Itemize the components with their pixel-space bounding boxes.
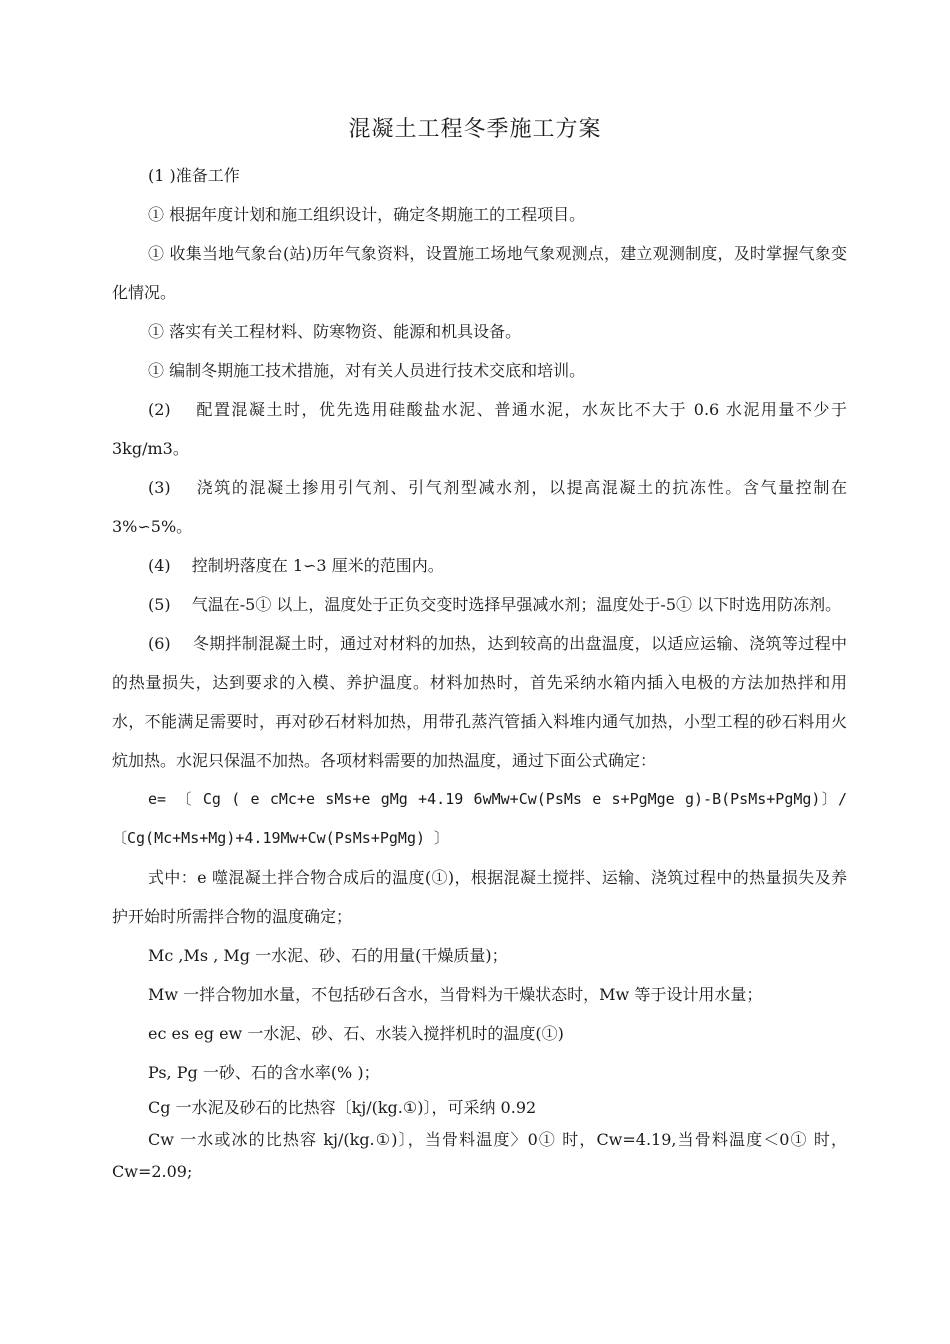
formula: e= 〔 Cg ( e cMc+e sMs+e gMg +4.19 6wMw+Cw(PsMs e s+PgMge g)-B(PsMs+PgMg)〕/〔Cg(Mc+Ms+Mg)+4.19Mw+Cw(PsMs+PgMg) 〕 <box>112 790 847 847</box>
paragraph: ec es eg ew 一水泥、砂、石、水装入搅拌机时的温度(①) <box>148 1024 564 1043</box>
paragraph: Mw 一拌合物加水量，不包括砂石含水，当骨料为干燥状态时，Mw 等于设计用水量； <box>148 985 763 1004</box>
paragraph: ① 落实有关工程材料、防寒物资、能源和机具设备。 <box>148 322 522 341</box>
paragraph: Cg 一水泥及砂石的比热容〔kj/(kg.①)〕，可采纳 0.92 <box>148 1098 537 1117</box>
paragraph: Mc ,Ms , Mg 一水泥、砂、石的用量(干燥质量)； <box>148 946 508 965</box>
paragraph: (3) 浇筑的混凝土掺用引气剂、引气剂型减水剂，以提高混凝土的抗冻性。含气量控制在 3%∽5%。 <box>112 478 847 536</box>
paragraph: (1 )准备工作 <box>148 166 240 185</box>
paragraph: (4) 控制坍落度在 1∽3 厘米的范围内。 <box>148 556 444 575</box>
paragraph: (5) 气温在-5① 以上，温度处于正负交变时选择早强减水剂；温度处于-5① 以下时选用防冻剂。 <box>148 595 842 614</box>
paragraph: ① 编制冬期施工技术措施，对有关人员进行技术交底和培训。 <box>148 361 586 380</box>
paragraph: ① 根据年度计划和施工组织设计，确定冬期施工的工程项目。 <box>148 205 586 224</box>
paragraph: 式中：e 噬混凝土拌合物合成后的温度(①)，根据混凝土搅拌、运输、浇筑过程中的热量损失及养护开始时所需拌合物的温度确定； <box>112 868 847 926</box>
paragraph: (6) 冬期拌制混凝土时，通过对材料的加热，达到较高的出盘温度，以适应运输、浇筑等过程中的热量损失，达到要求的入模、养护温度。材料加热时，首先采纳水箱内插入电极的方法加热拌和用水，不能满足需要时，再对砂石材料加热，用带孔蒸汽管插入料堆内通气加热，小型工程的砂石料用火炕加热。水泥只保温不加热。各项材料需要的加热温度，通过下面公式确定： <box>112 634 847 770</box>
document-title: 混凝土工程冬季施工方案 <box>348 117 602 142</box>
document-body <box>112 156 847 1188</box>
paragraph: Ps, Pg 一砂、石的含水率(% )； <box>148 1063 380 1082</box>
paragraph: (2) 配置混凝土时，优先选用硅酸盐水泥、普通水泥，水灰比不大于 0.6 水泥用量不少于 3kg/m3。 <box>112 400 847 458</box>
paragraph: Cw 一水或冰的比热容 kj/(kg.①)〕，当骨料温度〉0① 时，Cw=4.19,当骨料温度＜0① 时，Cw=2.09; <box>112 1130 847 1181</box>
paragraph: ① 收集当地气象台(站)历年气象资料，设置施工场地气象观测点，建立观测制度，及时掌握气象变化情况。 <box>112 244 847 302</box>
